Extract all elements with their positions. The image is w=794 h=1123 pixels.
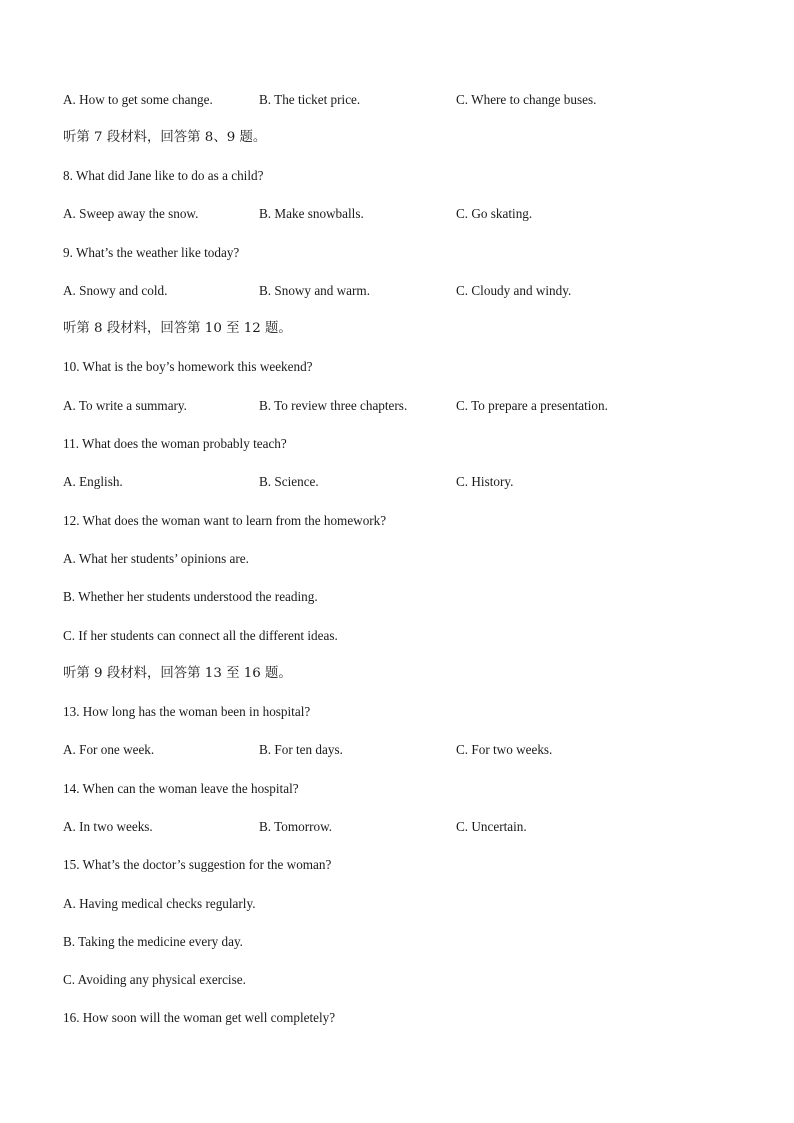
q13-option-b: B. For ten days. [259,742,343,757]
q14-option-a: A. In two weeks. [63,819,153,834]
q9-option-a: A. Snowy and cold. [63,283,168,298]
q9-question: 9. What’s the weather like today? [63,245,240,260]
q13-option-c: C. For two weeks. [456,742,553,757]
q11-option-a: A. English. [63,474,123,489]
q13-option-a: A. For one week. [63,742,155,757]
section9-instruction: 听第 9 段材料，回答第 13 至 16 题。 [63,666,292,681]
q10-option-c: C. To prepare a presentation. [456,398,608,413]
section8-instruction: 听第 8 段材料，回答第 10 至 12 题。 [63,321,292,336]
q12-option-c: C. If her students can connect all the different ideas. [63,628,338,643]
q7-option-a: A. How to get some change. [63,92,213,107]
q10-option-b: B. To review three chapters. [259,398,408,413]
q10-option-a: A. To write a summary. [63,398,187,413]
q14-option-b: B. Tomorrow. [259,819,333,834]
q15-option-b: B. Taking the medicine every day. [63,934,243,949]
q8-question: 8. What did Jane like to do as a child? [63,168,264,183]
q8-options-row [63,206,763,222]
q9-option-b: B. Snowy and warm. [259,283,370,298]
q11-option-b: B. Science. [259,474,319,489]
q14-question: 14. When can the woman leave the hospital? [63,781,299,796]
q13-question: 13. How long has the woman been in hospital? [63,704,311,719]
q15-option-a: A. Having medical checks regularly. [63,896,256,911]
q8-option-b: B. Make snowballs. [259,206,364,221]
q15-question: 15. What’s the doctor’s suggestion for the woman? [63,857,332,872]
q16-question: 16. How soon will the woman get well completely? [63,1010,336,1025]
q15-option-c: C. Avoiding any physical exercise. [63,972,246,987]
section7-instruction: 听第 7 段材料，回答第 8、9 题。 [63,130,267,145]
q8-option-c: C. Go skating. [456,206,533,221]
q13-options-row [63,742,763,758]
q8-option-a: A. Sweep away the snow. [63,206,199,221]
q11-question: 11. What does the woman probably teach? [63,436,287,451]
q14-options-row [63,819,763,835]
q7-option-c: C. Where to change buses. [456,92,597,107]
q12-option-b: B. Whether her students understood the reading. [63,589,318,604]
q10-options-row [63,398,763,414]
q14-option-c: C. Uncertain. [456,819,527,834]
q7-option-b: B. The ticket price. [259,92,361,107]
q12-option-a: A. What her students’ opinions are. [63,551,249,566]
q11-options-row [63,474,763,490]
q7-options-row [63,92,763,108]
q9-option-c: C. Cloudy and windy. [456,283,572,298]
q12-question: 12. What does the woman want to learn from the homework? [63,513,387,528]
q11-option-c: C. History. [456,474,514,489]
q9-options-row [63,283,763,299]
q10-question: 10. What is the boy’s homework this weekend? [63,359,313,374]
